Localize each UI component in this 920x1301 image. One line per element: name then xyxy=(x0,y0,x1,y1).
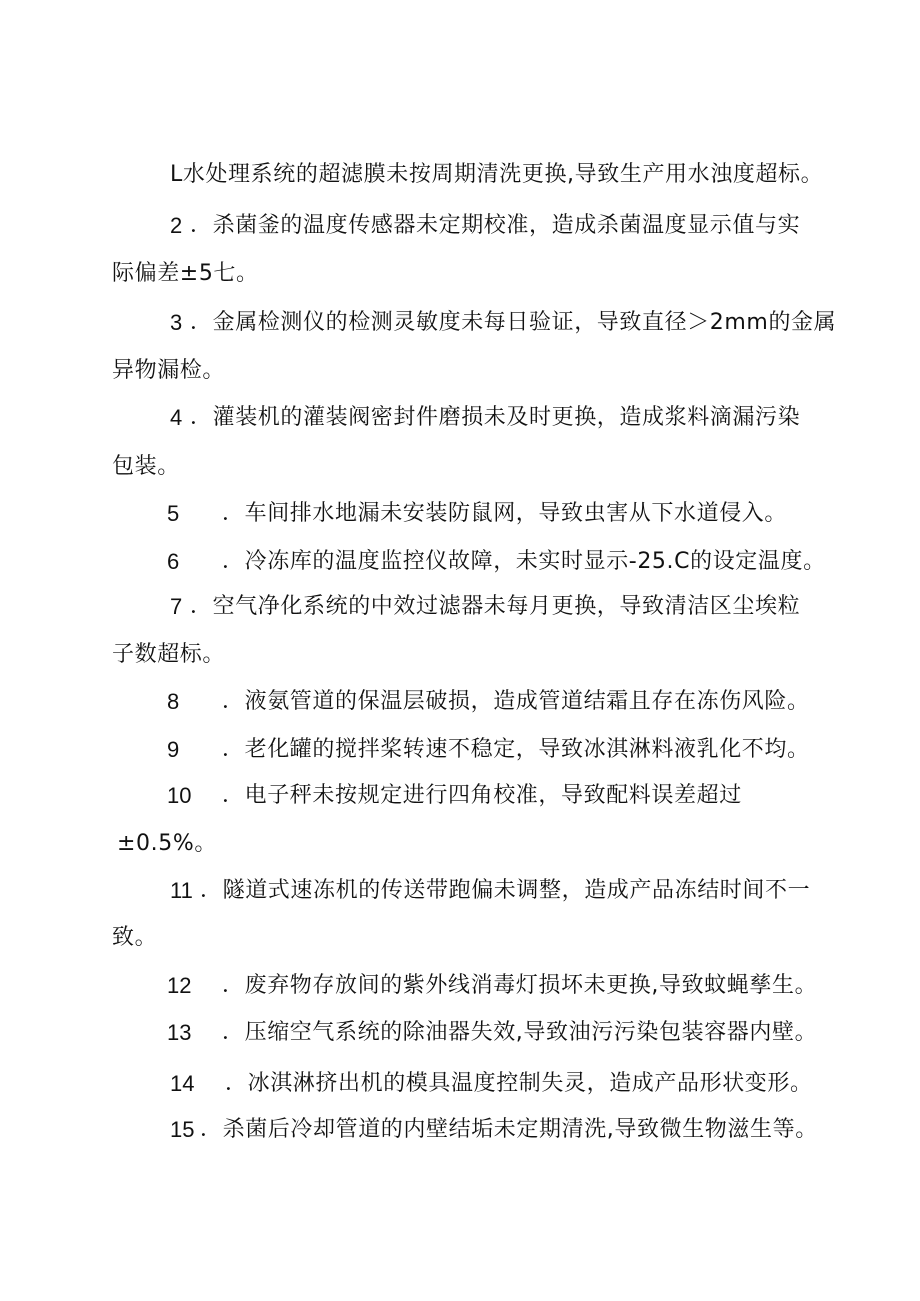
item-number: 3 xyxy=(170,310,183,335)
paragraph-line: ．液氨管道的保温层破损，造成管道结霜且存在冻伤风险。 xyxy=(222,689,810,714)
paragraph-line: 包装。 xyxy=(112,454,180,479)
paragraph-line: ．金属检测仪的检测灵敏度未每日验证，导致直径＞2mm的金属 xyxy=(190,310,837,335)
item-number: 15 xyxy=(170,1117,195,1142)
item-number: 8 xyxy=(167,689,180,714)
paragraph-line: 子数超标。 xyxy=(112,642,226,667)
paragraph-line: 际偏差±5七。 xyxy=(112,261,259,286)
item-number: 11 xyxy=(170,878,193,903)
paragraph-line: ．冷冻库的温度监控仪故障，未实时显示-25.C的设定温度。 xyxy=(222,549,826,574)
paragraph-line: ．车间排水地漏未安装防鼠网，导致虫害从下水道侵入。 xyxy=(222,501,788,526)
item-number: 5 xyxy=(167,501,180,526)
paragraph-line: ．压缩空气系统的除油器失效,导致油污污染包装容器内壁。 xyxy=(222,1020,818,1045)
paragraph-line: ．冰淇淋挤出机的模具温度控制失灵，造成产品形状变形。 xyxy=(225,1071,813,1096)
paragraph-line: ．杀菌釜的温度传感器未定期校准，造成杀菌温度显示值与实 xyxy=(190,213,801,238)
paragraph-line: ．灌装机的灌装阀密封件磨损未及时更换，造成浆料滴漏污染 xyxy=(190,405,801,430)
item-number: 4 xyxy=(170,405,183,430)
paragraph-line: ．电子秤未按规定进行四角校准，导致配料误差超过 xyxy=(222,783,742,808)
paragraph-line: ．空气净化系统的中效过滤器未每月更换，导致清洁区尘埃粒 xyxy=(190,594,801,619)
item-number: 13 xyxy=(167,1020,192,1045)
paragraph-line: 异物漏检。 xyxy=(112,358,226,383)
paragraph-line: ．废弃物存放间的紫外线消毒灯损坏未更换,导致蚊蝇孳生。 xyxy=(222,973,818,998)
item-number: 6 xyxy=(167,549,180,574)
item-number: 2 xyxy=(170,213,183,238)
item-number: 14 xyxy=(170,1071,195,1096)
item-number: 7 xyxy=(170,594,183,619)
paragraph-line: ±0.5%。 xyxy=(117,831,217,856)
paragraph-line: ．隧道式速冻机的传送带跑偏未调整，造成产品冻结时间不一 xyxy=(200,878,811,903)
paragraph-line: ．老化罐的搅拌桨转速不稳定，导致冰淇淋料液乳化不均。 xyxy=(222,737,810,762)
paragraph-line: 致。 xyxy=(112,925,158,950)
item-number: 10 xyxy=(167,783,192,808)
paragraph-line: L水处理系统的超滤膜未按周期清洗更换,导致生产用水浊度超标。 xyxy=(170,162,824,187)
paragraph-line: ．杀菌后冷却管道的内壁结垢未定期清洗,导致微生物滋生等。 xyxy=(200,1117,818,1142)
item-number: 9 xyxy=(167,737,180,762)
item-number: 12 xyxy=(167,973,192,998)
